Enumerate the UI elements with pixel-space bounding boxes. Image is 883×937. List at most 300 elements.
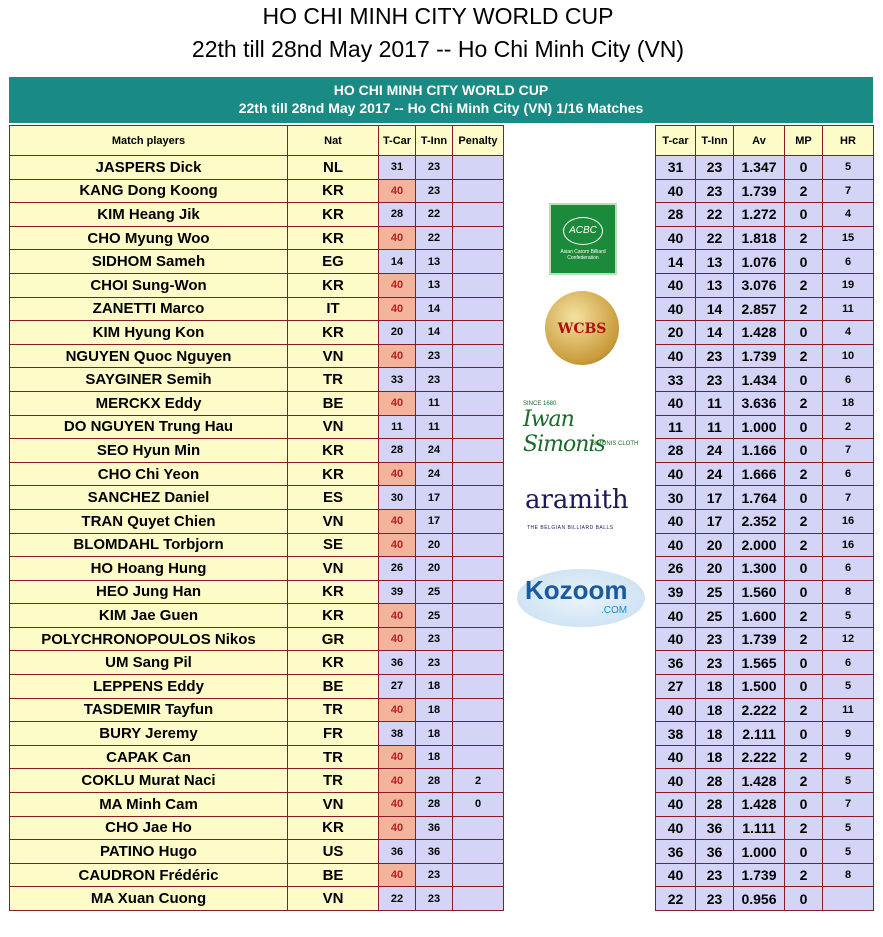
player-t-inn: 22 (416, 226, 453, 250)
player-t-inn: 13 (416, 273, 453, 297)
result-average: 2.222 (734, 745, 785, 769)
player-t-inn: 14 (416, 321, 453, 345)
player-t-inn: 11 (416, 415, 453, 439)
result-average: 1.764 (734, 486, 785, 510)
result-t-inn: 17 (696, 486, 734, 510)
player-nationality: KR (288, 462, 379, 486)
result-t-car: 40 (656, 273, 696, 297)
table-row (10, 698, 504, 722)
result-average: 1.434 (734, 368, 785, 392)
result-match-points: 0 (785, 203, 823, 227)
result-match-points: 2 (785, 297, 823, 321)
result-average: 2.000 (734, 533, 785, 557)
aramith-logo-subtext: THE BELGIAN BILLIARD BALLS (527, 525, 614, 531)
kozoom-logo-text: Kozoom (525, 575, 628, 605)
player-nationality: KR (288, 273, 379, 297)
player-name: BURY Jeremy (10, 722, 288, 746)
player-penalty (453, 887, 504, 911)
result-t-inn: 17 (696, 509, 734, 533)
player-penalty (453, 391, 504, 415)
player-t-car: 31 (379, 156, 416, 180)
result-high-run: 9 (823, 722, 874, 746)
player-t-inn: 18 (416, 698, 453, 722)
player-t-inn: 18 (416, 745, 453, 769)
result-row (656, 321, 874, 345)
page-subtitle: 22th till 28nd May 2017 -- Ho Chi Minh City (VN) (191, 36, 685, 62)
table-row (10, 344, 504, 368)
result-t-car: 39 (656, 580, 696, 604)
result-row (656, 509, 874, 533)
player-t-car: 40 (379, 604, 416, 628)
result-average: 1.666 (734, 462, 785, 486)
result-row (656, 462, 874, 486)
player-t-inn: 18 (416, 722, 453, 746)
result-high-run: 7 (823, 793, 874, 817)
result-average: 1.000 (734, 415, 785, 439)
player-t-inn: 23 (416, 651, 453, 675)
result-row (656, 580, 874, 604)
player-name: MA Xuan Cuong (10, 887, 288, 911)
table-row (10, 580, 504, 604)
player-nationality: TR (288, 769, 379, 793)
player-t-inn: 24 (416, 462, 453, 486)
player-name: NGUYEN Quoc Nguyen (10, 344, 288, 368)
player-nationality: VN (288, 557, 379, 581)
player-penalty (453, 651, 504, 675)
result-t-car: 22 (656, 887, 696, 911)
result-match-points: 0 (785, 439, 823, 463)
result-average: 1.818 (734, 226, 785, 250)
result-t-inn: 24 (696, 439, 734, 463)
result-average: 1.111 (734, 816, 785, 840)
player-nationality: TR (288, 745, 379, 769)
players-table (9, 125, 504, 911)
player-penalty (453, 533, 504, 557)
result-average: 2.857 (734, 297, 785, 321)
result-row (656, 533, 874, 557)
result-row (656, 368, 874, 392)
table-banner (9, 77, 873, 123)
result-row (656, 439, 874, 463)
result-average: 1.565 (734, 651, 785, 675)
result-high-run: 16 (823, 533, 874, 557)
result-average: 1.166 (734, 439, 785, 463)
player-nationality: VN (288, 887, 379, 911)
result-t-car: 40 (656, 816, 696, 840)
player-name: JASPERS Dick (10, 156, 288, 180)
player-nationality: VN (288, 344, 379, 368)
result-high-run: 6 (823, 557, 874, 581)
result-average: 1.300 (734, 557, 785, 581)
table-row (10, 391, 504, 415)
table-row (10, 297, 504, 321)
result-row (656, 415, 874, 439)
result-average: 0.956 (734, 887, 785, 911)
result-t-car: 40 (656, 391, 696, 415)
table-row (10, 651, 504, 675)
result-average: 2.111 (734, 722, 785, 746)
banner-title: HO CHI MINH CITY WORLD CUP (333, 82, 549, 98)
table-row (10, 415, 504, 439)
player-name: BLOMDAHL Torbjorn (10, 533, 288, 557)
player-nationality: VN (288, 793, 379, 817)
player-penalty (453, 675, 504, 699)
players-header-row (10, 126, 504, 156)
result-average: 1.076 (734, 250, 785, 274)
player-penalty (453, 344, 504, 368)
player-nationality: FR (288, 722, 379, 746)
result-match-points: 2 (785, 391, 823, 415)
player-t-car: 40 (379, 793, 416, 817)
player-nationality: GR (288, 627, 379, 651)
player-penalty (453, 840, 504, 864)
result-t-car: 11 (656, 415, 696, 439)
result-average: 1.428 (734, 321, 785, 345)
result-row (656, 651, 874, 675)
player-penalty (453, 250, 504, 274)
result-average: 3.076 (734, 273, 785, 297)
result-average: 1.272 (734, 203, 785, 227)
result-high-run: 11 (823, 297, 874, 321)
player-t-car: 40 (379, 745, 416, 769)
player-penalty (453, 179, 504, 203)
player-nationality: BE (288, 863, 379, 887)
aramith-logo-text: aramith (525, 485, 629, 515)
result-t-inn: 18 (696, 745, 734, 769)
result-high-run: 5 (823, 816, 874, 840)
header-penalty: Penalty (453, 126, 504, 156)
result-row (656, 840, 874, 864)
result-high-run: 6 (823, 368, 874, 392)
table-row (10, 226, 504, 250)
player-t-car: 26 (379, 557, 416, 581)
result-row (656, 675, 874, 699)
result-t-inn: 11 (696, 391, 734, 415)
player-t-car: 36 (379, 651, 416, 675)
acbc-logo (549, 203, 617, 275)
result-t-inn: 23 (696, 887, 734, 911)
result-match-points: 0 (785, 321, 823, 345)
result-t-car: 40 (656, 863, 696, 887)
result-match-points: 0 (785, 840, 823, 864)
result-high-run: 5 (823, 840, 874, 864)
result-row (656, 297, 874, 321)
result-t-inn: 23 (696, 627, 734, 651)
player-t-car: 40 (379, 273, 416, 297)
result-t-inn: 25 (696, 604, 734, 628)
player-name: TASDEMIR Tayfun (10, 698, 288, 722)
player-t-inn: 23 (416, 368, 453, 392)
player-name: MERCKX Eddy (10, 391, 288, 415)
player-nationality: KR (288, 651, 379, 675)
player-name: KIM Jae Guen (10, 604, 288, 628)
player-nationality: NL (288, 156, 379, 180)
player-name: KIM Heang Jik (10, 203, 288, 227)
player-nationality: KR (288, 321, 379, 345)
result-row (656, 557, 874, 581)
result-t-car: 36 (656, 840, 696, 864)
acbc-logo-text: ACBC (563, 217, 603, 245)
result-t-inn: 13 (696, 273, 734, 297)
result-row (656, 887, 874, 911)
player-penalty: 0 (453, 793, 504, 817)
result-t-car: 40 (656, 745, 696, 769)
table-row (10, 604, 504, 628)
result-t-car: 40 (656, 297, 696, 321)
player-t-inn: 24 (416, 439, 453, 463)
result-high-run: 7 (823, 439, 874, 463)
result-row (656, 250, 874, 274)
player-t-inn: 20 (416, 557, 453, 581)
result-average: 1.000 (734, 840, 785, 864)
result-t-car: 27 (656, 675, 696, 699)
player-penalty (453, 462, 504, 486)
player-t-inn: 23 (416, 344, 453, 368)
player-name: MA Minh Cam (10, 793, 288, 817)
result-t-inn: 28 (696, 769, 734, 793)
player-name: COKLU Murat Naci (10, 769, 288, 793)
player-name: PATINO Hugo (10, 840, 288, 864)
table-row (10, 675, 504, 699)
result-high-run: 11 (823, 698, 874, 722)
result-match-points: 0 (785, 651, 823, 675)
player-t-car: 40 (379, 297, 416, 321)
result-match-points: 0 (785, 722, 823, 746)
player-t-car: 11 (379, 415, 416, 439)
result-t-car: 31 (656, 156, 696, 180)
result-t-inn: 23 (696, 651, 734, 675)
player-penalty (453, 226, 504, 250)
result-t-car: 40 (656, 604, 696, 628)
player-penalty (453, 580, 504, 604)
result-match-points: 2 (785, 273, 823, 297)
player-t-car: 30 (379, 486, 416, 510)
result-t-inn: 22 (696, 203, 734, 227)
header-average: Av (734, 126, 785, 156)
player-t-inn: 22 (416, 203, 453, 227)
results-header-row (656, 126, 874, 156)
table-row (10, 722, 504, 746)
header-t-inn: T-Inn (416, 126, 453, 156)
result-average: 1.347 (734, 156, 785, 180)
result-t-car: 40 (656, 226, 696, 250)
result-match-points: 0 (785, 793, 823, 817)
result-t-inn: 23 (696, 863, 734, 887)
result-row (656, 203, 874, 227)
result-t-inn: 23 (696, 179, 734, 203)
player-penalty (453, 698, 504, 722)
player-name: TRAN Quyet Chien (10, 509, 288, 533)
result-t-car: 33 (656, 368, 696, 392)
result-match-points: 0 (785, 557, 823, 581)
player-t-car: 40 (379, 391, 416, 415)
result-row (656, 344, 874, 368)
result-row (656, 604, 874, 628)
table-row (10, 793, 504, 817)
result-t-car: 28 (656, 203, 696, 227)
player-t-car: 20 (379, 321, 416, 345)
player-penalty (453, 203, 504, 227)
player-name: LEPPENS Eddy (10, 675, 288, 699)
result-high-run: 12 (823, 627, 874, 651)
result-t-inn: 18 (696, 698, 734, 722)
result-match-points: 2 (785, 745, 823, 769)
result-t-car: 26 (656, 557, 696, 581)
table-row (10, 627, 504, 651)
player-nationality: KR (288, 226, 379, 250)
player-nationality: KR (288, 439, 379, 463)
result-t-inn: 22 (696, 226, 734, 250)
result-high-run: 6 (823, 462, 874, 486)
player-t-inn: 20 (416, 533, 453, 557)
table-row (10, 368, 504, 392)
table-row (10, 557, 504, 581)
result-high-run: 8 (823, 863, 874, 887)
result-average: 1.428 (734, 793, 785, 817)
acbc-logo-subtext: Asian Carom Billiard Confederation (560, 249, 606, 261)
player-t-car: 40 (379, 462, 416, 486)
banner-subtitle: 22th till 28nd May 2017 -- Ho Chi Minh City (VN) 1/16 Matches (238, 100, 644, 116)
result-row (656, 391, 874, 415)
player-t-car: 40 (379, 509, 416, 533)
result-row (656, 226, 874, 250)
table-row (10, 486, 504, 510)
player-t-inn: 23 (416, 627, 453, 651)
player-name: HEO Jung Han (10, 580, 288, 604)
table-row (10, 462, 504, 486)
player-name: UM Sang Pil (10, 651, 288, 675)
player-name: CAUDRON Frédéric (10, 863, 288, 887)
player-nationality: KR (288, 580, 379, 604)
result-match-points: 2 (785, 462, 823, 486)
result-t-car: 20 (656, 321, 696, 345)
result-t-inn: 18 (696, 722, 734, 746)
result-average: 2.222 (734, 698, 785, 722)
result-average: 3.636 (734, 391, 785, 415)
result-row (656, 698, 874, 722)
player-penalty (453, 627, 504, 651)
player-name: CAPAK Can (10, 745, 288, 769)
player-name: KANG Dong Koong (10, 179, 288, 203)
result-t-car: 40 (656, 533, 696, 557)
player-penalty (453, 745, 504, 769)
player-name: SEO Hyun Min (10, 439, 288, 463)
result-row (656, 769, 874, 793)
result-average: 1.600 (734, 604, 785, 628)
player-penalty (453, 486, 504, 510)
result-t-inn: 23 (696, 368, 734, 392)
player-t-car: 40 (379, 344, 416, 368)
player-nationality: SE (288, 533, 379, 557)
result-high-run: 9 (823, 745, 874, 769)
result-t-inn: 20 (696, 533, 734, 557)
page-title: HO CHI MINH CITY WORLD CUP (262, 3, 614, 29)
table-row (10, 321, 504, 345)
result-t-inn: 28 (696, 793, 734, 817)
table-row (10, 769, 504, 793)
result-high-run (823, 887, 874, 911)
player-penalty (453, 273, 504, 297)
player-t-inn: 36 (416, 840, 453, 864)
result-t-car: 40 (656, 509, 696, 533)
result-t-car: 40 (656, 462, 696, 486)
result-average: 1.739 (734, 863, 785, 887)
result-row (656, 722, 874, 746)
player-t-inn: 17 (416, 486, 453, 510)
table-row (10, 863, 504, 887)
player-nationality: KR (288, 604, 379, 628)
result-high-run: 2 (823, 415, 874, 439)
table-row (10, 250, 504, 274)
player-nationality: KR (288, 203, 379, 227)
player-penalty (453, 509, 504, 533)
player-penalty: 2 (453, 769, 504, 793)
player-t-car: 40 (379, 179, 416, 203)
result-row (656, 486, 874, 510)
table-row (10, 509, 504, 533)
table-row (10, 179, 504, 203)
player-name: SANCHEZ Daniel (10, 486, 288, 510)
player-nationality: VN (288, 509, 379, 533)
player-penalty (453, 604, 504, 628)
result-t-inn: 25 (696, 580, 734, 604)
result-average: 2.352 (734, 509, 785, 533)
result-row (656, 627, 874, 651)
header-match-players: Match players (10, 126, 288, 156)
player-t-inn: 13 (416, 250, 453, 274)
result-match-points: 2 (785, 226, 823, 250)
player-name: POLYCHRONOPOULOS Nikos (10, 627, 288, 651)
table-row (10, 203, 504, 227)
player-t-car: 27 (379, 675, 416, 699)
header-match-points: MP (785, 126, 823, 156)
player-nationality: US (288, 840, 379, 864)
result-high-run: 5 (823, 675, 874, 699)
result-match-points: 2 (785, 698, 823, 722)
player-name: DO NGUYEN Trung Hau (10, 415, 288, 439)
result-t-inn: 11 (696, 415, 734, 439)
player-penalty (453, 297, 504, 321)
result-t-car: 14 (656, 250, 696, 274)
simonis-logo-subtext: SIMONIS CLOTH (591, 441, 639, 447)
simonis-logo (519, 397, 641, 457)
result-match-points: 2 (785, 344, 823, 368)
player-penalty (453, 722, 504, 746)
player-penalty (453, 321, 504, 345)
header-nat: Nat (288, 126, 379, 156)
table-row (10, 840, 504, 864)
result-t-car: 40 (656, 769, 696, 793)
player-nationality: IT (288, 297, 379, 321)
result-high-run: 4 (823, 321, 874, 345)
sponsor-logos (503, 125, 655, 930)
player-t-car: 28 (379, 203, 416, 227)
table-row (10, 887, 504, 911)
player-t-inn: 17 (416, 509, 453, 533)
player-t-inn: 36 (416, 816, 453, 840)
player-t-car: 33 (379, 368, 416, 392)
wcbs-logo-text: WCBS (557, 321, 607, 337)
player-name: CHO Chi Yeon (10, 462, 288, 486)
result-high-run: 7 (823, 179, 874, 203)
table-row (10, 156, 504, 180)
result-row (656, 156, 874, 180)
player-nationality: KR (288, 816, 379, 840)
player-t-car: 38 (379, 722, 416, 746)
result-t-car: 30 (656, 486, 696, 510)
simonis-logo-since: SINCE 1680 (523, 401, 557, 407)
player-t-car: 40 (379, 816, 416, 840)
